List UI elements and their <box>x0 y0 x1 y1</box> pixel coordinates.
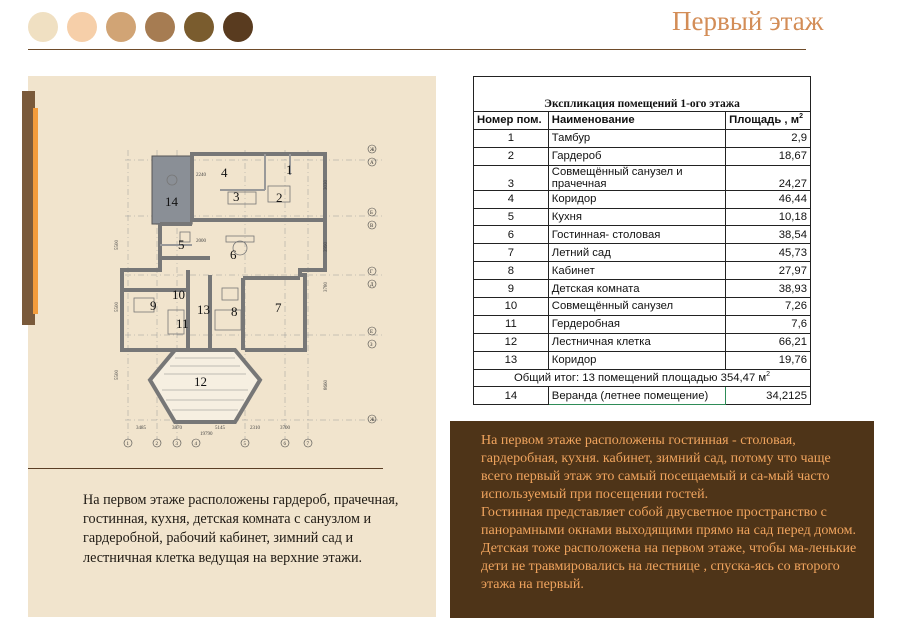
axis-label: Ж <box>370 148 375 153</box>
table-row: 13 Коридор 19,76 <box>474 351 811 369</box>
dimension-label: 5500 <box>115 370 120 380</box>
axis-label: А <box>370 161 374 166</box>
overall-dimension: 19790 <box>200 432 213 437</box>
description-text <box>481 432 859 594</box>
dimension-label: 3030 <box>324 180 329 190</box>
floor-plan-drawing <box>100 140 400 452</box>
column-header: Номер пом. <box>474 112 549 130</box>
color-swatch <box>223 12 253 42</box>
room-number: 9 <box>150 298 157 313</box>
dimension-label: 3700 <box>280 426 290 431</box>
page-title: Первый этаж <box>672 6 824 36</box>
axis-label: 7 <box>306 442 309 447</box>
axis-label: Г <box>370 270 373 275</box>
room-number: 10 <box>172 287 185 302</box>
color-swatch <box>106 12 136 42</box>
table-row: 3 Совмещённый санузел и прачечная 24,27 <box>474 165 811 190</box>
axis-label: 6 <box>283 442 286 447</box>
table-row: 12 Лестничная клетка 66,21 <box>474 333 811 351</box>
room-number: 3 <box>233 189 240 204</box>
room-number: 6 <box>230 247 237 262</box>
column-header: Наименование <box>548 112 725 130</box>
axis-label: Б <box>370 211 373 216</box>
table-row: 6 Гостинная- столовая 38,54 <box>474 226 811 244</box>
axis-label: 2 <box>155 442 158 447</box>
axis-label: 3 <box>175 442 178 447</box>
table-row: 9 Детская комната 38,93 <box>474 280 811 298</box>
description-paragraph: Гостинная представляет собой двусветное пространство с панорамными окнами выходящими прямо на сад перед домом. <box>481 505 857 538</box>
table-row: 2 Гардероб 18,67 <box>474 147 811 165</box>
table-row: 11 Гердеробная 7,6 <box>474 315 811 333</box>
room-number: 1 <box>286 162 293 177</box>
axis-label: Е <box>370 330 374 335</box>
table-row: 5 Кухня 10,18 <box>474 208 811 226</box>
axis-label: Ж <box>370 418 375 423</box>
room-number: 14 <box>165 194 178 209</box>
dimension-label: 3870 <box>172 426 182 431</box>
dimension-label: 3780 <box>324 282 329 292</box>
room-number: 8 <box>231 304 238 319</box>
color-swatch <box>67 12 97 42</box>
floor-description: На первом этаже расположены гардероб, прачечная, гостинная, кухня, детская комната с санузлом и гардеробной, рабочий кабинет, зимний сад и лестничная клетка ведущая на верхние этажи. <box>83 492 399 566</box>
table-total-row: Общий итог: 13 помещений площадью 354,47 $м^2$ <box>474 369 811 387</box>
color-swatch <box>184 12 214 42</box>
room-schedule <box>473 76 811 405</box>
dimension-label: 3990 <box>324 242 329 252</box>
axis-label: В <box>370 224 374 229</box>
axis-label: Д <box>370 283 374 288</box>
dimension-label: 5500 <box>115 302 120 312</box>
room-number: 12 <box>194 374 207 389</box>
room-number: 7 <box>275 300 282 315</box>
axis-label: 5 <box>243 442 246 447</box>
table-row: 7 Летний сад 45,73 <box>474 244 811 262</box>
section-divider <box>28 468 383 469</box>
room-number: 5 <box>178 237 185 252</box>
axis-label: 4 <box>194 442 197 447</box>
dimension-label: 2310 <box>250 426 260 431</box>
room-number: 4 <box>221 165 228 180</box>
dimension-label: 5145 <box>215 426 225 431</box>
accent-bar-highlight <box>33 108 38 314</box>
table-row: 1 Тамбур 2,9 <box>474 129 811 147</box>
axis-label: 1 <box>126 442 129 447</box>
axis-label: З <box>370 343 373 348</box>
table-row-veranda: 14 Веранда (летнее помещение) 34,2125 <box>474 387 811 405</box>
header-divider <box>28 49 806 50</box>
room-number: 13 <box>197 302 210 317</box>
table-caption: Экспликация помещений 1-ого этажа <box>474 77 811 112</box>
inner-dimension: 2000 <box>196 239 206 244</box>
description-paragraph: На первом этаже расположены гостинная - столовая, гардеробная, кухня. кабинет, зимний сад, потому что чаще всего первый этаж это самый посещаемый и са-мый часто используемый при посещении гостей. <box>481 433 831 502</box>
dimension-label: 8660 <box>324 380 329 390</box>
table-row: 8 Кабинет 27,97 <box>474 262 811 280</box>
table-row: 4 Коридор 46,44 <box>474 190 811 208</box>
room-number: 2 <box>276 190 283 205</box>
room-number: 11 <box>176 316 189 331</box>
column-header: Площадь , $м^2$ <box>726 112 811 130</box>
color-swatch <box>28 12 58 42</box>
dimension-label: 5500 <box>115 240 120 250</box>
dimension-label: 3485 <box>136 426 146 431</box>
color-swatch <box>145 12 175 42</box>
color-palette <box>28 12 253 42</box>
description-paragraph: Детская тоже расположена на первом этаже, чтобы ма-ленькие дети не травмировались на лестнице , спуска-ясь со второго этажа на первый. <box>481 541 857 592</box>
table-row: 10 Совмещённый санузел 7,26 <box>474 298 811 316</box>
inner-dimension: 2240 <box>196 173 206 178</box>
